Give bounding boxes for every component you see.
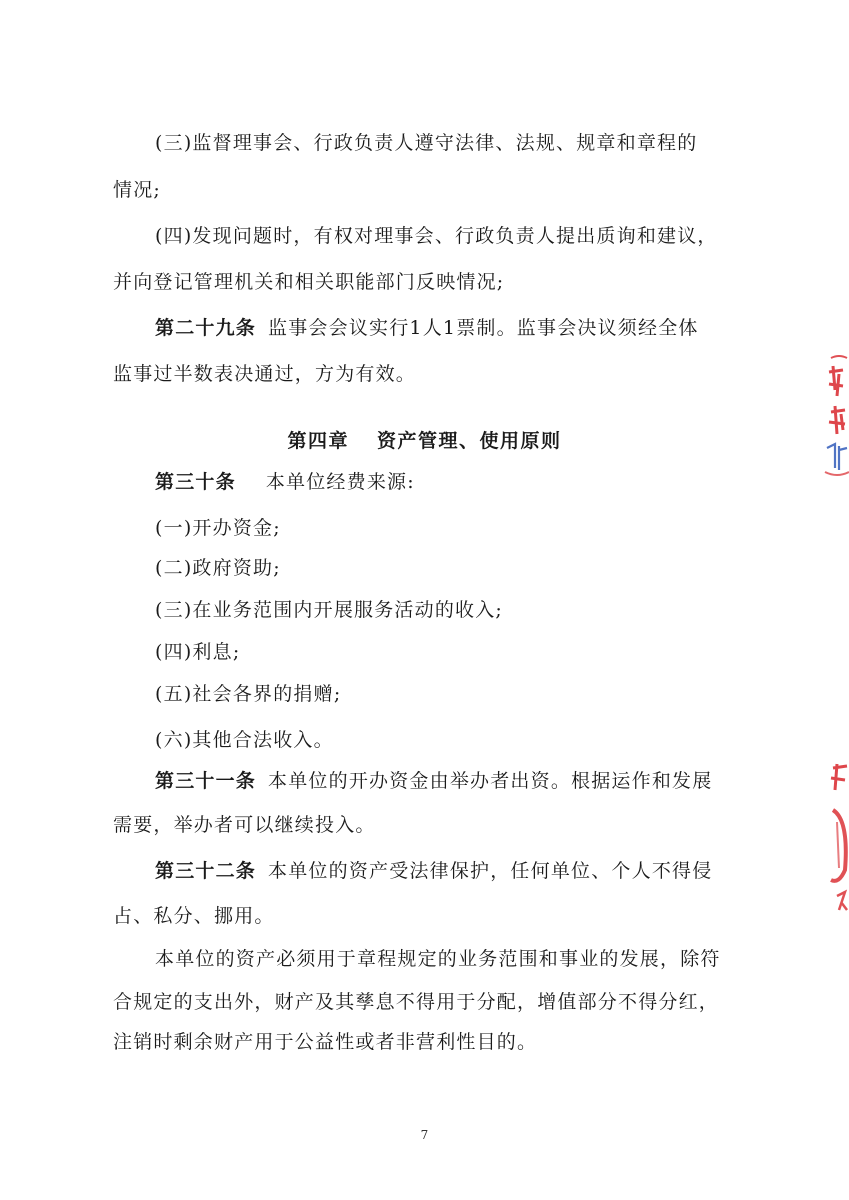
funding-item: (二)政府资助; xyxy=(155,557,281,579)
article-31-cont: 需要，举办者可以继续投入。 xyxy=(113,814,376,836)
closing-paragraph-line: 注销时剩余财产用于公益性或者非营利性目的。 xyxy=(113,1031,538,1053)
paragraph-raise-inquiry-cont: 并向登记管理机关和相关职能部门反映情况; xyxy=(113,271,505,293)
article-31-text: 本单位的开办资金由举办者出资。根据运作和发展 xyxy=(268,770,713,792)
closing-paragraph-line: 本单位的资产必须用于章程规定的业务范围和事业的发展，除符 xyxy=(155,948,721,970)
paragraph-supervise-council: (三)监督理事会、行政负责人遵守法律、法规、规章和章程的 xyxy=(155,132,698,154)
funding-item: (六)其他合法收入。 xyxy=(155,729,334,751)
seal-stamp-lower xyxy=(809,760,849,940)
article-29 xyxy=(155,316,699,340)
article-32-text: 本单位的资产受法律保护，任何单位、个人不得侵 xyxy=(268,860,713,882)
article-30-label: 第三十条 xyxy=(155,471,236,493)
article-30 xyxy=(155,470,415,494)
article-31-label: 第三十一条 xyxy=(155,770,257,792)
seal-stamp-upper xyxy=(809,350,849,490)
article-29-cont: 监事过半数表决通过，方为有效。 xyxy=(113,363,417,385)
funding-item: (四)利息; xyxy=(155,641,241,663)
paragraph-raise-inquiry: (四)发现问题时，有权对理事会、行政负责人提出质询和建议， xyxy=(155,225,718,247)
funding-item: (五)社会各界的捐赠; xyxy=(155,683,342,705)
seal-stamp-upper-icon xyxy=(809,350,849,490)
page-number: 7 xyxy=(420,1128,429,1142)
article-31 xyxy=(155,769,712,793)
chapter-number: 第四章 xyxy=(287,430,349,452)
article-32-cont: 占、私分、挪用。 xyxy=(113,905,275,927)
paragraph-supervise-council-cont: 情况; xyxy=(113,179,162,201)
article-30-text: 本单位经费来源: xyxy=(265,471,415,493)
chapter-heading xyxy=(0,426,849,453)
chapter-title: 资产管理、使用原则 xyxy=(377,430,562,452)
article-29-label: 第二十九条 xyxy=(155,317,257,339)
funding-item: (一)开办资金; xyxy=(155,517,281,539)
article-29-text: 监事会会议实行1人1票制。监事会决议须经全体 xyxy=(268,317,699,339)
seal-stamp-lower-icon xyxy=(809,760,849,940)
funding-item: (三)在业务范围内开展服务活动的收入; xyxy=(155,599,504,621)
article-32 xyxy=(155,859,712,883)
closing-paragraph-line: 合规定的支出外，财产及其孳息不得用于分配，增值部分不得分红， xyxy=(113,991,720,1013)
article-32-label: 第三十二条 xyxy=(155,860,257,882)
